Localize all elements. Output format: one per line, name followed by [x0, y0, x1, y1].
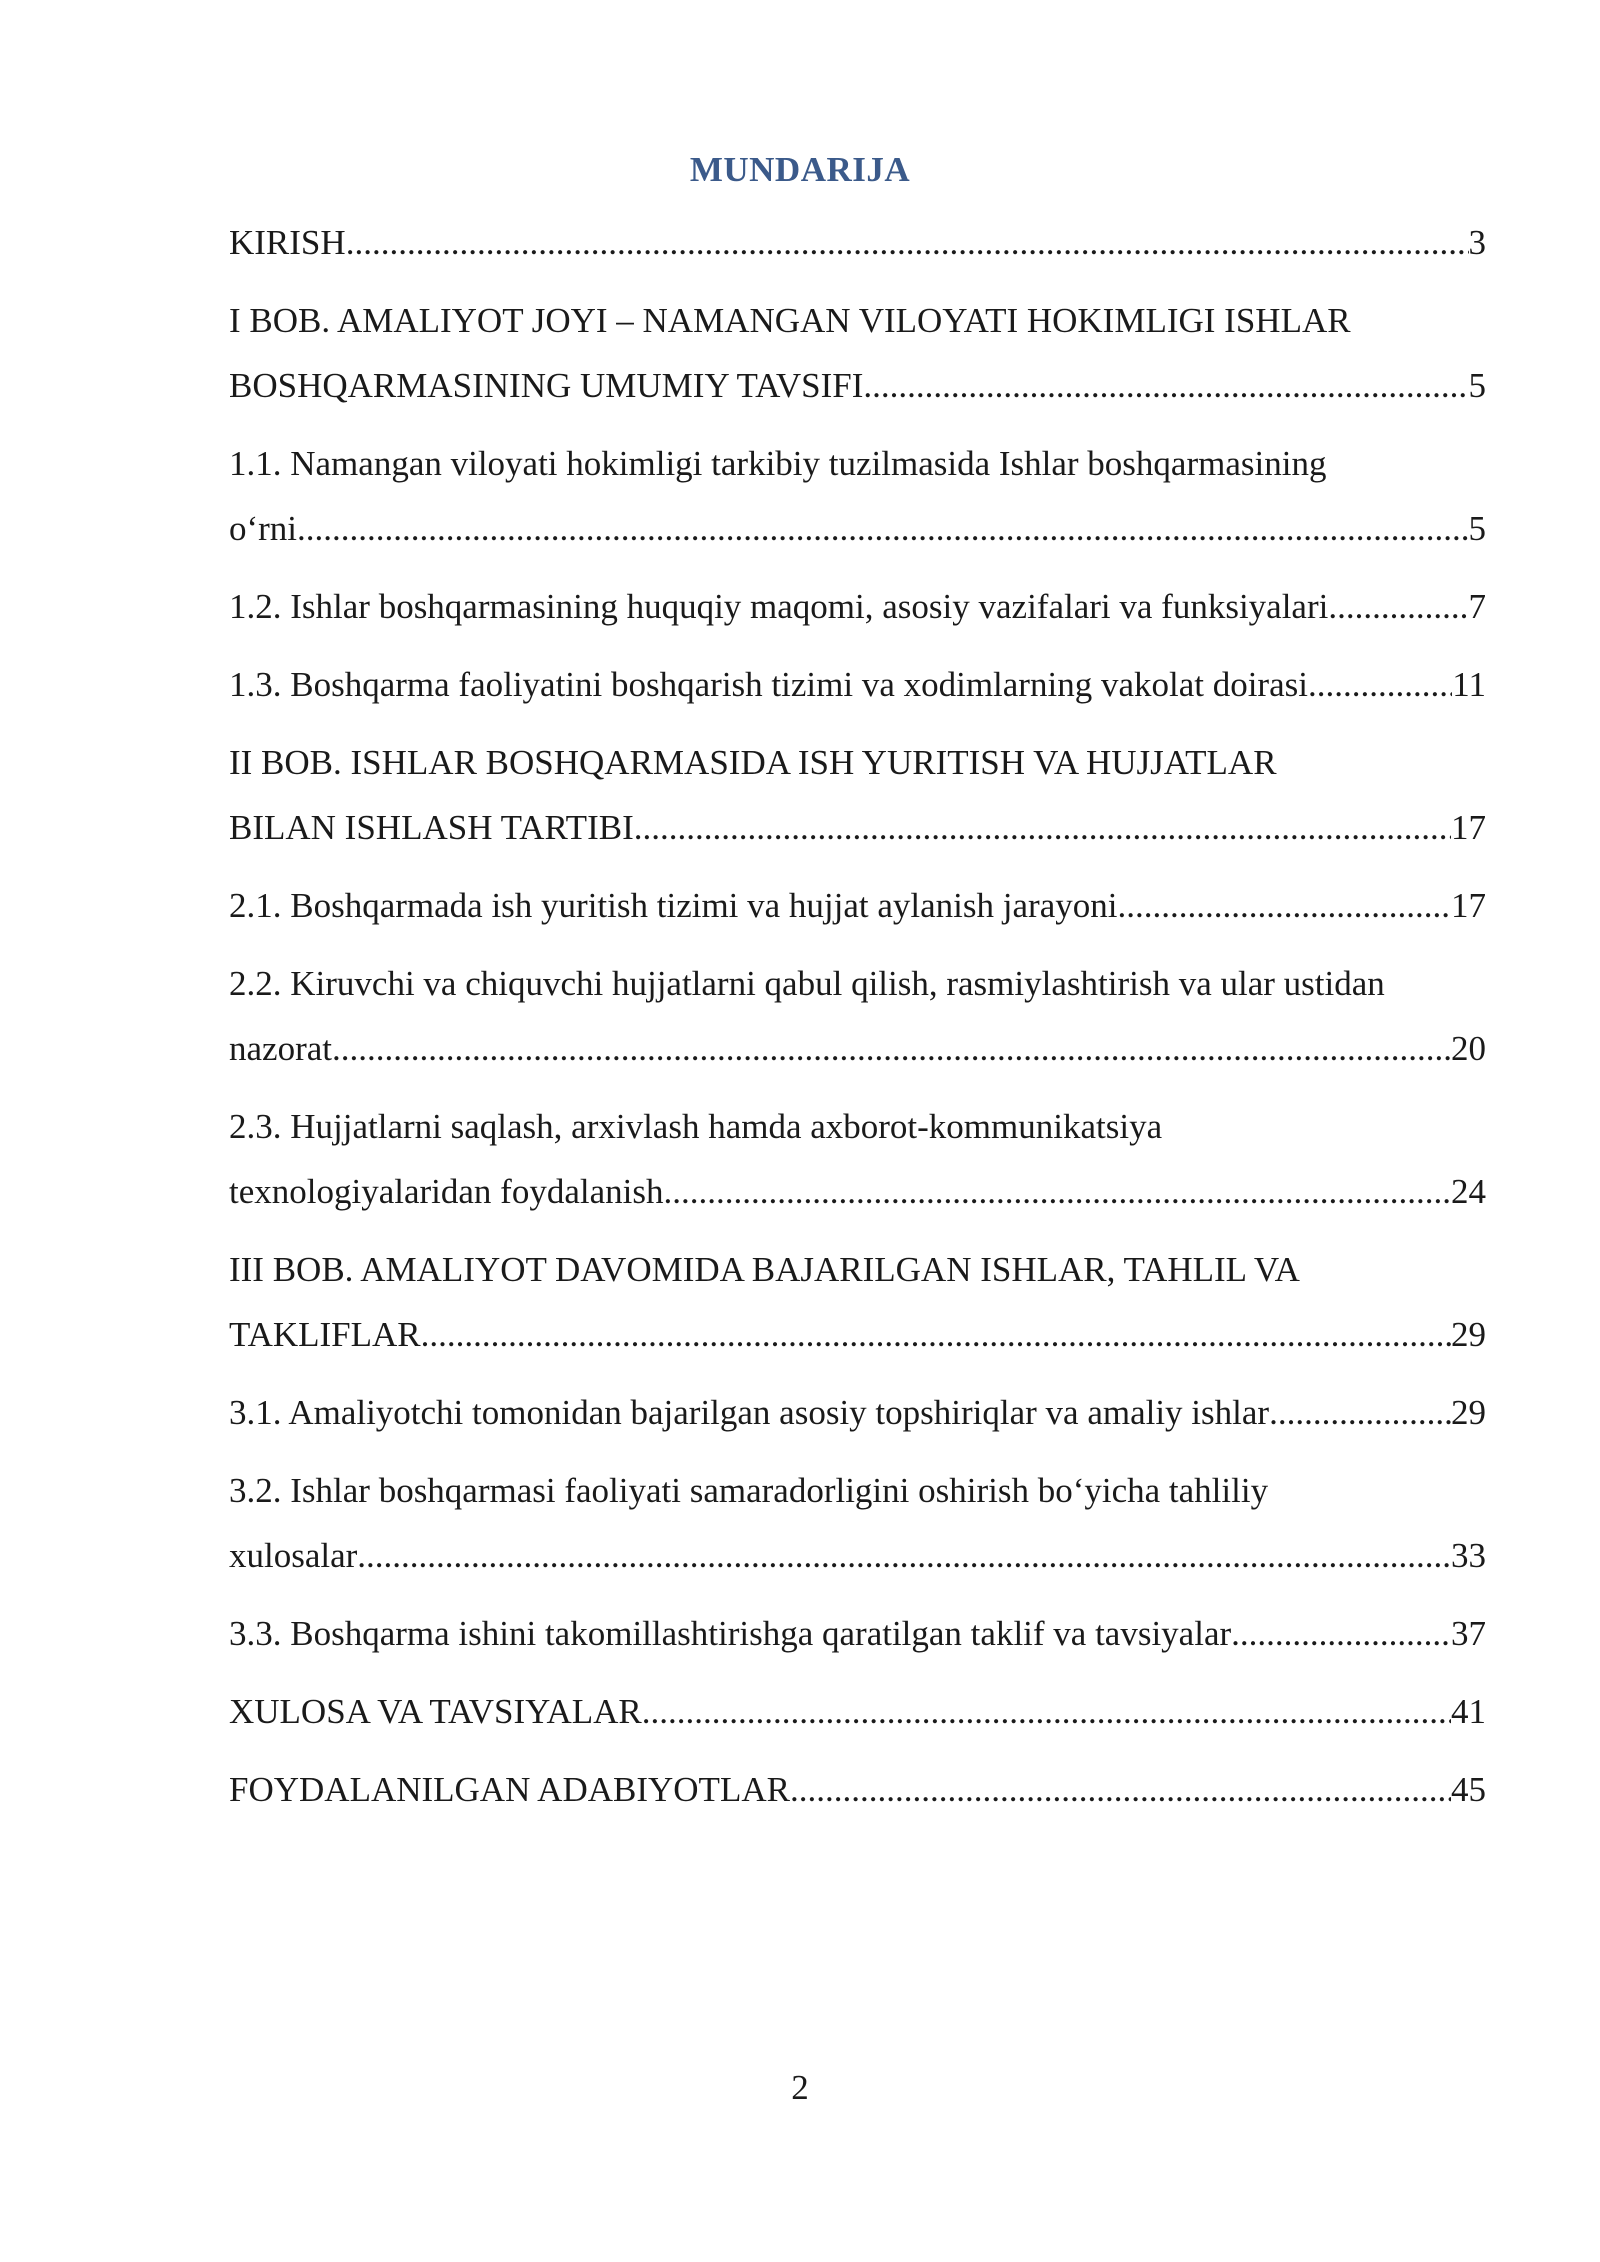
- toc-entry-line: [229, 496, 1486, 561]
- toc-entry-page-number: 41: [1451, 1692, 1486, 1731]
- dot-leader: [642, 1679, 1451, 1744]
- toc-entry[interactable]: [229, 1380, 1486, 1445]
- dot-leader: [863, 353, 1468, 418]
- toc-entry[interactable]: [229, 574, 1486, 639]
- toc-entry-page-number: 17: [1451, 886, 1486, 925]
- toc-entry-page-number: 3: [1468, 223, 1486, 262]
- toc-entry-page-number: 29: [1451, 1393, 1486, 1432]
- toc-entry-label: o‘rni: [229, 509, 298, 548]
- toc-entry-label: 1.3. Boshqarma faoliyatini boshqarish tizimi va xodimlarning vakolat doirasi: [229, 665, 1308, 704]
- toc-entry-label: FOYDALANILGAN ADABIYOTLAR: [229, 1770, 790, 1809]
- toc-entry-line: [229, 1302, 1486, 1367]
- toc-entry-line: [229, 574, 1486, 639]
- toc-entry-label: texnologiyalaridan foydalanish: [229, 1172, 664, 1211]
- toc-entry[interactable]: [229, 730, 1486, 860]
- dot-leader: [297, 496, 1468, 561]
- toc-entry-heading-line: 2.3. Hujjatlarni saqlash, arxivlash hamda axborot-kommunikatsiya: [229, 1107, 1163, 1146]
- toc-entry-line: [229, 1380, 1486, 1445]
- toc-entry-heading-line: 3.2. Ishlar boshqarmasi faoliyati samaradorligini oshirish bo‘yicha tahliliy: [229, 1471, 1269, 1510]
- toc-entry-line: [229, 1757, 1486, 1822]
- toc-entry-heading-line: III BOB. AMALIYOT DAVOMIDA BAJARILGAN ISHLAR, TAHLIL VA: [229, 1250, 1300, 1289]
- page-number: 2: [791, 2068, 809, 2107]
- dot-leader: [1308, 652, 1452, 717]
- toc-entry-line: [229, 1523, 1486, 1588]
- dot-leader: [1231, 1601, 1451, 1666]
- toc-entry-page-number: 33: [1451, 1536, 1486, 1575]
- toc-entry[interactable]: [229, 652, 1486, 717]
- toc-entry[interactable]: [229, 1601, 1486, 1666]
- toc-entry[interactable]: [229, 873, 1486, 938]
- toc-entry-label: 3.3. Boshqarma ishini takomillashtirishga qaratilgan taklif va tavsiyalar: [229, 1614, 1232, 1653]
- dot-leader: [332, 1016, 1451, 1081]
- toc-entry-page-number: 17: [1451, 808, 1486, 847]
- toc-entry-label: TAKLIFLAR: [229, 1315, 421, 1354]
- dot-leader: [1328, 574, 1468, 639]
- toc-entry-label: BOSHQARMASINING UMUMIY TAVSIFI: [229, 366, 864, 405]
- toc-entry-line: [229, 1679, 1486, 1744]
- toc-entry-line: [229, 873, 1486, 938]
- dot-leader: [357, 1523, 1451, 1588]
- toc-title: MUNDARIJA: [689, 150, 911, 189]
- toc-entry-page-number: 37: [1451, 1614, 1486, 1653]
- toc-entry-label: nazorat: [229, 1029, 332, 1068]
- toc-entry-line: [229, 1601, 1486, 1666]
- toc-entry-label: 1.2. Ishlar boshqarmasining huquqiy maqomi, asosiy vazifalari va funksiyalari: [229, 587, 1329, 626]
- toc-entry-line: [229, 210, 1486, 275]
- toc-entry-page-number: 45: [1451, 1770, 1486, 1809]
- toc-entry-line: [229, 353, 1486, 418]
- toc-entry-heading-line: 1.1. Namangan viloyati hokimligi tarkibiy tuzilmasida Ishlar boshqarmasining: [229, 444, 1327, 483]
- toc-entry[interactable]: [229, 431, 1486, 561]
- toc-entry-heading-line: 2.2. Kiruvchi va chiquvchi hujjatlarni qabul qilish, rasmiylashtirish va ular ustidan: [229, 964, 1385, 1003]
- toc-entry-line: [229, 1159, 1486, 1224]
- dot-leader: [634, 795, 1451, 860]
- toc-entry-line: [229, 1016, 1486, 1081]
- table-of-contents: [229, 210, 1486, 1835]
- toc-entry-page-number: 24: [1451, 1172, 1486, 1211]
- toc-entry[interactable]: [229, 1237, 1486, 1367]
- toc-entry-line: [229, 652, 1486, 717]
- dot-leader: [421, 1302, 1451, 1367]
- toc-entry-heading-line: II BOB. ISHLAR BOSHQARMASIDA ISH YURITISH VA HUJJATLAR: [229, 743, 1277, 782]
- toc-entry-page-number: 7: [1468, 587, 1486, 626]
- toc-entry-label: 2.1. Boshqarmada ish yuritish tizimi va hujjat aylanish jarayoni: [229, 886, 1118, 925]
- dot-leader: [1269, 1380, 1451, 1445]
- toc-entry-label: xulosalar: [229, 1536, 358, 1575]
- toc-entry[interactable]: [229, 288, 1486, 418]
- dot-leader: [346, 210, 1469, 275]
- toc-entry-page-number: 20: [1451, 1029, 1486, 1068]
- toc-entry[interactable]: [229, 951, 1486, 1081]
- toc-entry-page-number: 5: [1468, 509, 1486, 548]
- dot-leader: [1117, 873, 1451, 938]
- dot-leader: [663, 1159, 1451, 1224]
- toc-entry-line: [229, 795, 1486, 860]
- toc-entry-page-number: 11: [1452, 665, 1486, 704]
- toc-entry[interactable]: [229, 1679, 1486, 1744]
- toc-entry-page-number: 29: [1451, 1315, 1486, 1354]
- toc-entry-label: 3.1. Amaliyotchi tomonidan bajarilgan asosiy topshiriqlar va amaliy ishlar: [229, 1393, 1270, 1432]
- toc-entry-heading-line: I BOB. AMALIYOT JOYI – NAMANGAN VILOYATI HOKIMLIGI ISHLAR: [229, 301, 1351, 340]
- toc-entry-page-number: 5: [1468, 366, 1486, 405]
- toc-entry-label: XULOSA VA TAVSIYALAR: [229, 1692, 642, 1731]
- dot-leader: [790, 1757, 1451, 1822]
- toc-entry-label: KIRISH: [229, 223, 346, 262]
- toc-entry[interactable]: [229, 1458, 1486, 1588]
- toc-entry[interactable]: [229, 210, 1486, 275]
- toc-entry[interactable]: [229, 1757, 1486, 1822]
- toc-entry[interactable]: [229, 1094, 1486, 1224]
- toc-entry-label: BILAN ISHLASH TARTIBI: [229, 808, 634, 847]
